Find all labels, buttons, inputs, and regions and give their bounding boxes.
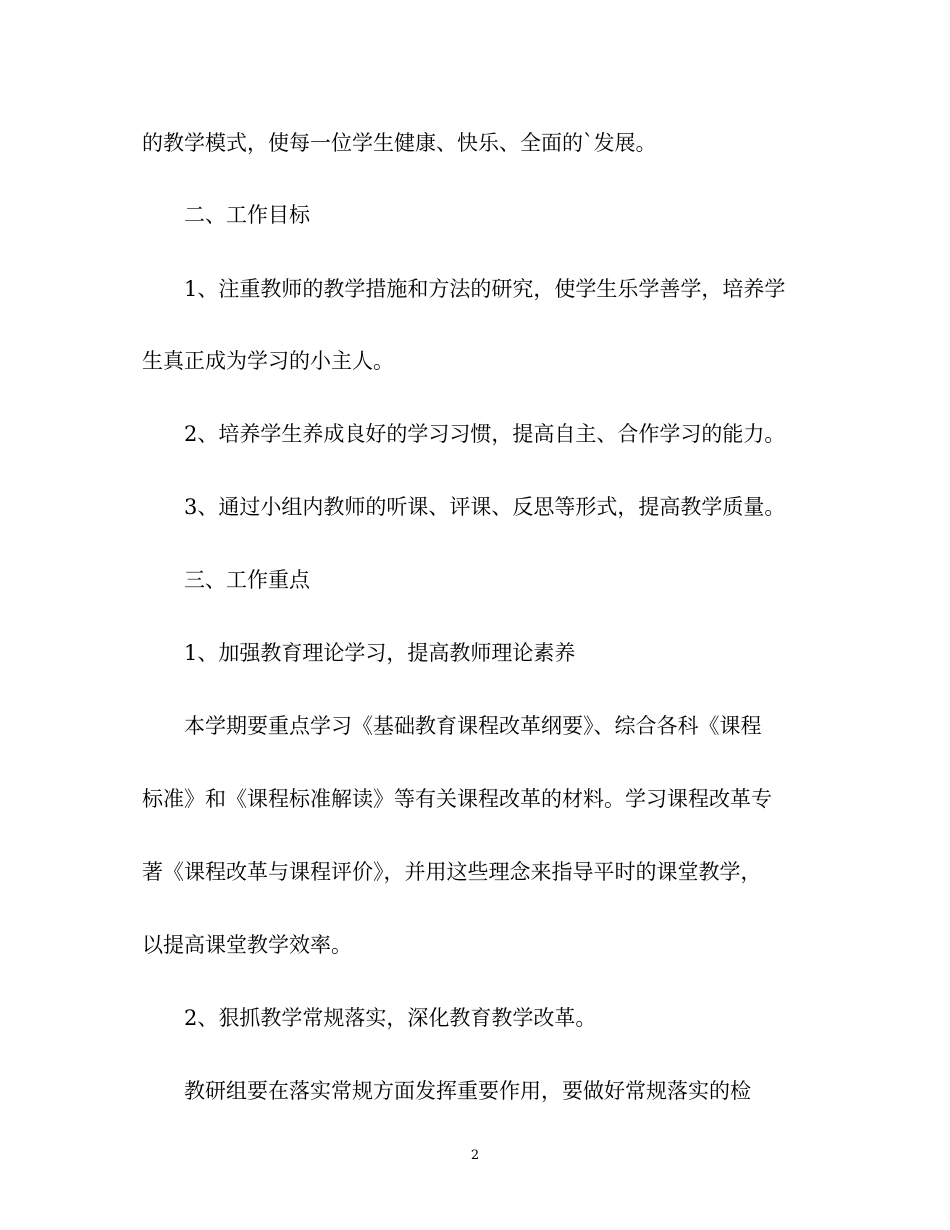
body-text-line: 本学期要重点学习《基础教育课程改革纲要》、综合各科《课程 <box>184 714 762 738</box>
body-text-line: 著《课程改革与课程评价》，并用这些理念来指导平时的课堂教学， <box>142 860 762 884</box>
subsection-heading: 2、狠抓教学常规落实，深化教育教学改革。 <box>184 1006 597 1030</box>
body-text-line: 教研组要在落实常规方面发挥重要作用，要做好常规落实的检 <box>184 1079 751 1103</box>
page-number: 2 <box>470 1148 480 1163</box>
body-text-line: 以提高课堂教学效率。 <box>142 933 352 957</box>
body-text-line: 标准》和《课程标准解读》等有关课程改革的材料。学习课程改革专 <box>142 787 772 811</box>
section-heading: 二、工作目标 <box>184 203 310 227</box>
body-text-line: 生真正成为学习的小主人。 <box>142 349 394 373</box>
section-heading: 三、工作重点 <box>184 568 310 592</box>
body-text-line: 2、培养学生养成良好的学习习惯，提高自主、合作学习的能力。 <box>184 422 786 446</box>
body-text-line: 3、通过小组内教师的听课、评课、反思等形式，提高教学质量。 <box>184 495 786 519</box>
body-text-line: 1、注重教师的教学措施和方法的研究，使学生乐学善学，培养学 <box>184 277 786 301</box>
subsection-heading: 1、加强教育理论学习，提高教师理论素养 <box>184 641 576 665</box>
body-text-line: 的教学模式，使每一位学生健康、快乐、全面的`发展。 <box>142 131 657 155</box>
